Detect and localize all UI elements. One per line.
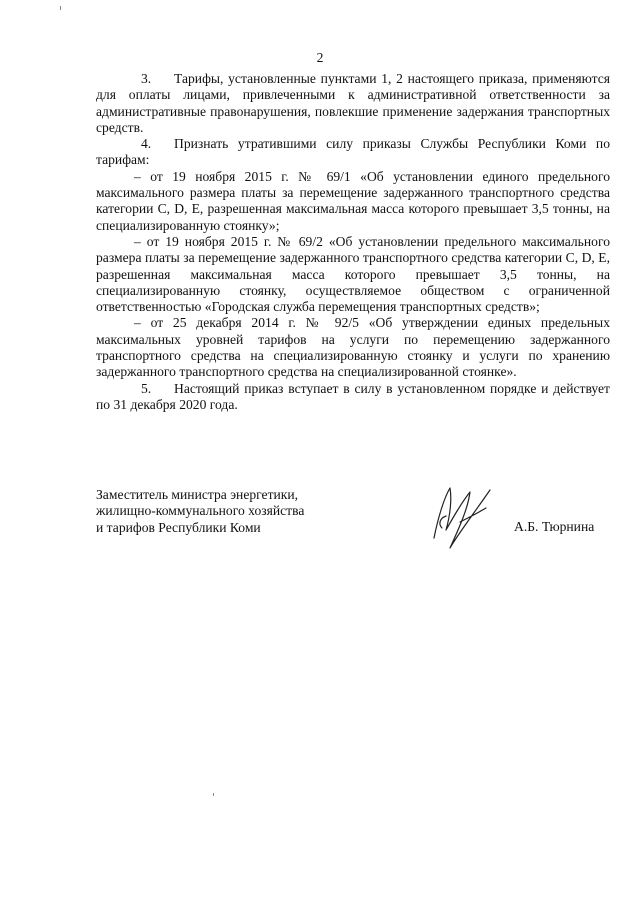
sublist-item-1: – от 19 ноября 2015 г. № 69/1 «Об установлении единого предельного максимального размера платы за перемещение задержанного транспортного средства категории C, D, E, разрешенная максимальная масса которого превышает 3,5 тонны, на специализированную стоянку»; bbox=[96, 168, 610, 233]
item-number: 3. bbox=[141, 71, 152, 86]
paragraph-item-4 bbox=[96, 136, 610, 169]
paragraph-item-3 bbox=[96, 71, 610, 136]
item-number: 5. bbox=[141, 380, 152, 396]
document-body bbox=[96, 71, 610, 413]
scan-mark bbox=[213, 793, 214, 796]
item-text: Настоящий приказ вступает в силу в установленном порядке и действует по 31 декабря 2020 года. bbox=[96, 380, 610, 412]
item-text: Тарифы, установленные пунктами 1, 2 настоящего приказа, применяются для оплаты лицами, привлеченными к административной ответственности за административные правонарушения, повлекшие применение задержания транспортных средств. bbox=[96, 71, 610, 135]
item-number: 4. bbox=[141, 136, 152, 152]
page-number: 2 bbox=[316, 50, 324, 65]
handwritten-signature bbox=[420, 478, 510, 558]
sublist-item-3: – от 25 декабря 2014 г. № 92/5 «Об утверждении единых предельных максимальных уровней тарифов на услуги по перемещению задержанного транспортного средства на специализированную стоянку и услуги по хранению задержанного транспортного средства на специализированной стоянке». bbox=[96, 315, 610, 380]
item-text: Признать утратившими силу приказы Службы Республики Коми по тарифам: bbox=[96, 136, 610, 168]
scan-mark bbox=[60, 6, 61, 10]
sublist-item-2: – от 19 ноября 2015 г. № 69/2 «Об установлении предельного максимального размера платы за перемещение задержанного транспортного средства категории C, D, E, разрешенная максимальная масса которого превышает 3,5 тонны, на специализированную стоянку, осуществляемое обществом с ограниченной ответственностью «Городская служба перемещения транспортных средств»; bbox=[96, 233, 610, 315]
position-line: жилищно-коммунального хозяйства bbox=[96, 503, 305, 519]
signatory-position bbox=[96, 487, 304, 536]
position-line: и тарифов Республики Коми bbox=[96, 519, 261, 535]
paragraph-item-5 bbox=[96, 381, 610, 414]
position-line: Заместитель министра энергетики, bbox=[96, 487, 299, 502]
signatory-name: А.Б. Тюрнина bbox=[514, 519, 595, 534]
